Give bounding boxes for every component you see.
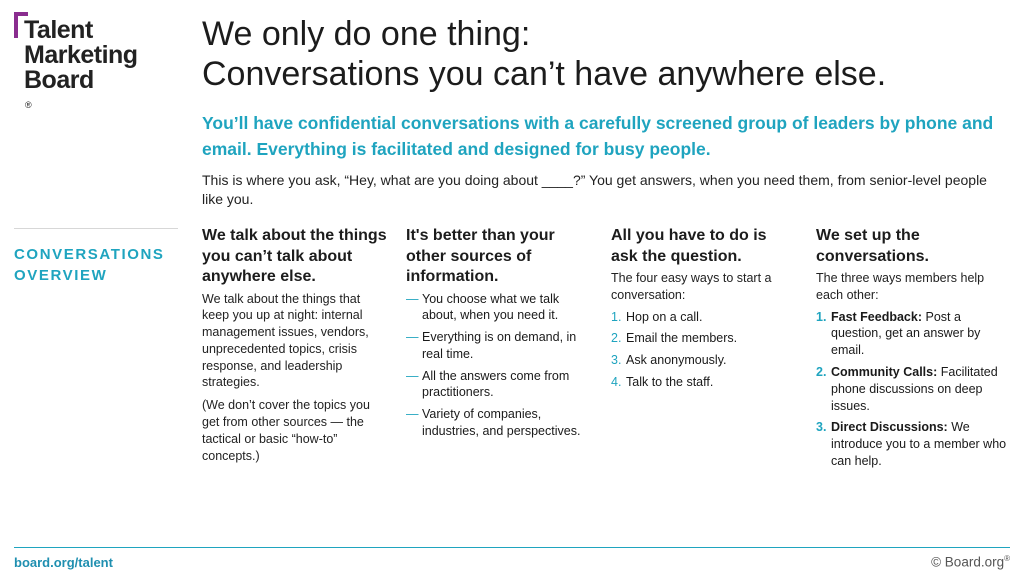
registered-mark: ®: [1004, 554, 1010, 563]
footer-copyright: © Board.org®: [931, 554, 1010, 570]
list-number: 1.: [816, 309, 827, 324]
lead-paragraph: You’ll have confidential conversations with a carefully screened group of leaders by phone and email. Everything is facilitated and designed for busy people.: [202, 113, 994, 159]
list-item: 3. Direct Discussions: We introduce you to a member who can help.: [816, 420, 1007, 468]
page-title: [202, 14, 886, 94]
list-number: 4.: [611, 374, 622, 389]
list-item: — Variety of companies, industries, and perspectives.: [406, 406, 592, 440]
footer-url: board.org/talent: [14, 555, 113, 570]
section-label: [14, 244, 184, 286]
registered-mark: ®: [25, 100, 32, 110]
list-item: 1. Hop on a call.: [611, 309, 703, 324]
footer-divider: [14, 547, 1010, 548]
list-item: 2. Email the members.: [611, 331, 738, 346]
column-heading: All you have to do is ask the question.: [611, 227, 767, 265]
logo: [14, 12, 164, 110]
list-item: 3. Ask anonymously.: [611, 353, 727, 368]
list-number: 3.: [611, 353, 622, 368]
section-label-line-1: CONVERSATIONS: [14, 246, 165, 263]
section-label-line-2: OVERVIEW: [14, 267, 108, 284]
page-title-line-1: We only do one thing:: [202, 15, 531, 53]
column-subtitle: The four easy ways to start a conversation:: [611, 271, 772, 302]
column-topics: [202, 226, 388, 464]
logo-line-1: Talent: [24, 16, 93, 44]
list-number: 3.: [816, 420, 827, 435]
ways-list: [611, 309, 797, 391]
column-paragraph: We talk about the things that keep you up at night: internal management issues, vendors, unprecedented topics, crisis response, and leadership strategies.: [202, 291, 369, 390]
column-ask-question: [611, 226, 797, 396]
sidebar-divider: [14, 228, 178, 229]
intro-paragraph: This is where you ask, “Hey, what are you doing about ____?” You get answers, when you need them, from senior-level people like you.: [202, 172, 987, 207]
column-heading: We set up the conversations.: [816, 227, 929, 265]
column-subtitle: The three ways members help each other:: [816, 271, 985, 302]
logo-line-3: Board ®: [24, 68, 138, 118]
list-number: 2.: [611, 331, 622, 346]
column-setup-conversations: [816, 226, 1012, 475]
list-item: — All the answers come from practitioners.: [406, 368, 592, 402]
logo-line-2: Marketing: [24, 41, 138, 69]
benefit-list: [406, 291, 592, 440]
member-help-list: [816, 309, 1012, 470]
list-item: — You choose what we talk about, when you need it.: [406, 291, 592, 325]
logo-text: [24, 18, 138, 118]
list-item: 2. Community Calls: Facilitated phone discussions on deep issues.: [816, 364, 998, 413]
column-heading: It's better than your other sources of information.: [406, 227, 555, 285]
page-title-line-2: Conversations you can’t have anywhere else.: [202, 55, 887, 93]
list-item: 4. Talk to the staff.: [611, 374, 714, 389]
list-number: 1.: [611, 309, 622, 324]
column-heading: We talk about the things you can’t talk about anywhere else.: [202, 227, 387, 285]
column-paragraph: (We don’t cover the topics you get from other sources — the tactical or basic “how-to” concepts.): [202, 398, 370, 463]
list-item: 1. Fast Feedback: Post a question, get an answer by email.: [816, 309, 981, 358]
list-item: — Everything is on demand, in real time.: [406, 329, 592, 363]
column-better-sources: [406, 226, 592, 445]
list-number: 2.: [816, 364, 827, 379]
